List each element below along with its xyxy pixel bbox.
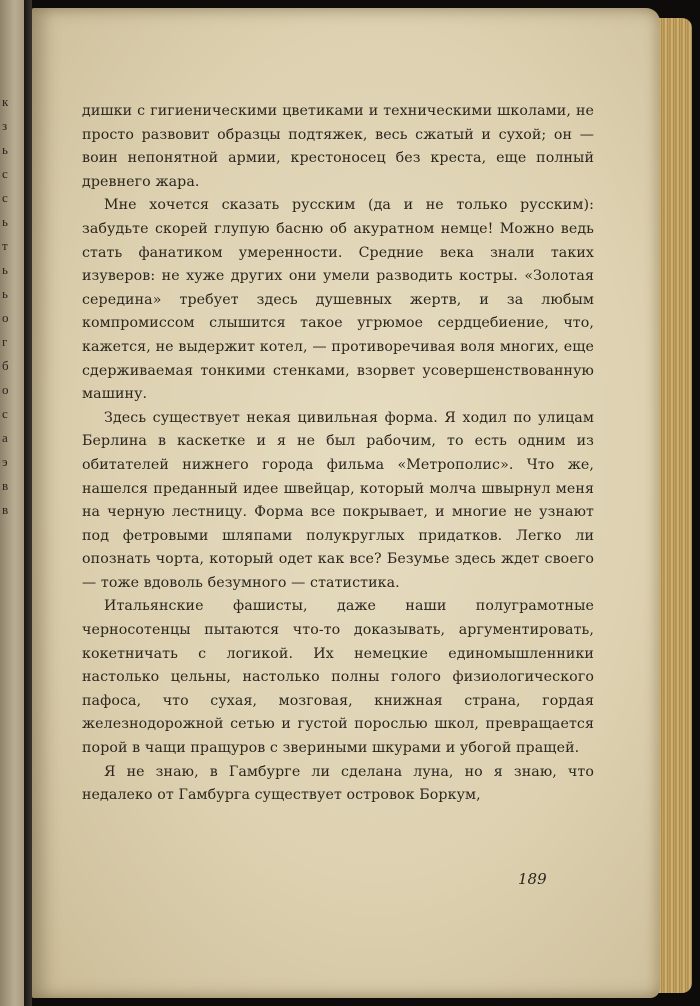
previous-page-edge: [0, 0, 24, 1006]
paragraph: Я не знаю, в Гамбурге ли сделана луна, но я знаю, что недалеко от Гамбурга существует островок Боркум,: [82, 763, 594, 804]
paragraph: Итальянские фашисты, даже наши полуграмотные черносотенцы пытаются что-то доказывать, аргументировать, кокетничать с логикой. Их немецкие единомышленники настолько цельны, настолько полны голого физиологического пафоса, что сухая, мозговая, книжная страна, гордая железнодорожной сетью и густой порослью школ, превращается порой в чащи пращуров с звериными шкурами и убогой пращей.: [82, 598, 594, 757]
book-gutter: [24, 0, 32, 1006]
paragraph: Здесь существует некая цивильная форма. Я ходил по улицам Берлина в каскетке и я не был рабочим, то есть одним из обитателей нижнего города фильма «Метрополис». Что же, нашелся преданный идее швейцар, который молча швырнул меня на черную лестницу. Форма все покрывает, и многие не узнают под фетровыми шляпами полукруглых придатков. Легко ли опознать чорта, который одет как все? Безумье здесь ждет своего — тоже вдоволь безумного — статистика.: [82, 409, 594, 591]
page-number: 189: [518, 870, 547, 888]
paragraph: Мне хочется сказать русским (да и не только русским): забудьте скорей глупую басню об акуратном немце! Можно ведь стать фанатиком умеренности. Средние века знали таких изуверов: не хуже других они умели разводить костры. «Золотая середина» требует здесь душевных жертв, и за любым компромиссом слышится такое угрюмое сердцебиение, что, кажется, не выдержит котел, — противоречивая воля многих, еще сдерживаемая тонкими стенками, взорвет усовершенствованную машину.: [82, 197, 594, 403]
previous-page-text-fragment: к з ь с с ь т ь ь о г б о с а э в в: [2, 94, 9, 517]
paragraph-continued: дишки с гигиеническими цветиками и техническими школами, не просто развовит образцы подтяжек, весь сжатый и сухой; он — воин непонятной армии, крестоносец без креста, еще полный древнего жара.: [82, 103, 594, 190]
page-body-text: [82, 100, 594, 808]
book-page: [32, 8, 660, 998]
